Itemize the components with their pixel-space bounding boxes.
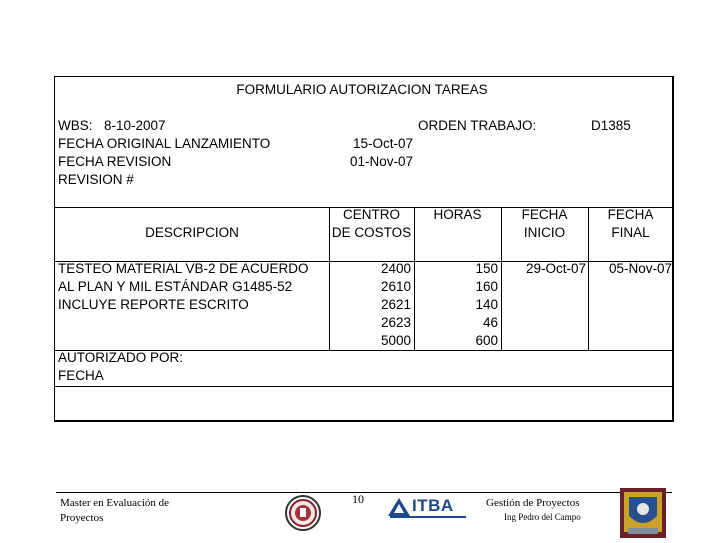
itba-emblem-icon (388, 498, 410, 518)
header-descripcion: DESCRIPCION (145, 225, 239, 240)
fecha-final-value: 05-Nov-07 (608, 261, 672, 276)
horas-cell: 160 (475, 279, 498, 294)
fecha-revision-label: FECHA REVISION (58, 154, 172, 169)
header-fecha-inicio-line1: FECHA (521, 207, 568, 222)
horas-cell: 46 (482, 315, 498, 330)
footer-right-author: Ing Pedro del Campo (504, 512, 581, 522)
centro-cell: 2400 (380, 261, 411, 276)
footer-left-line2: Proyectos (60, 512, 104, 524)
itba-logo-text: ITBA (412, 496, 454, 515)
page-number: 10 (352, 492, 364, 506)
header-centro-line1: CENTRO (343, 207, 400, 222)
footer-right-title: Gestión de Proyectos (486, 497, 580, 509)
fecha-label: FECHA (58, 368, 104, 383)
wbs-value: 8-10-2007 (104, 118, 166, 133)
fecha-original-label: FECHA ORIGINAL LANZAMIENTO (58, 136, 271, 151)
header-fecha-final-line1: FECHA (607, 207, 654, 222)
centro-cell: 2621 (380, 297, 411, 312)
header-horas: HORAS (433, 207, 482, 222)
authorization-form (54, 76, 674, 422)
centro-cell: 2610 (380, 279, 411, 294)
footer-left-line1: Master en Evaluación de (60, 497, 170, 509)
divider (55, 386, 673, 387)
header-fecha-inicio-line2: INICIO (523, 225, 566, 240)
university-seal-logo (284, 494, 322, 532)
description-line: INCLUYE REPORTE ESCRITO (58, 297, 249, 312)
fecha-revision-value: 01-Nov-07 (349, 154, 413, 169)
description-line: AL PLAN Y MIL ESTÁNDAR G1485-52 (58, 279, 293, 294)
horas-cell: 600 (475, 333, 498, 348)
header-centro-line2: DE COSTOS (331, 225, 412, 240)
form-title: FORMULARIO AUTORIZACION TAREAS (236, 82, 488, 97)
header-fecha-final-line2: FINAL (611, 225, 650, 240)
centro-cell: 5000 (380, 333, 411, 348)
fecha-original-value: 15-Oct-07 (352, 136, 413, 151)
footer-divider (56, 492, 672, 493)
institution-shield-logo (620, 488, 666, 538)
revision-label: REVISION # (58, 172, 134, 187)
fecha-inicio-value: 29-Oct-07 (525, 261, 586, 276)
autorizado-label: AUTORIZADO POR: (58, 350, 184, 365)
centro-cell: 2623 (380, 315, 411, 330)
itba-logo (388, 496, 470, 520)
orden-trabajo-label: ORDEN TRABAJO: (418, 118, 537, 133)
horas-cell: 140 (475, 297, 498, 312)
horas-cell: 150 (475, 261, 498, 276)
orden-trabajo-value: D1385 (591, 118, 631, 133)
description-line: TESTEO MATERIAL VB-2 DE ACUERDO (58, 261, 309, 276)
wbs-label: WBS: (58, 118, 93, 133)
